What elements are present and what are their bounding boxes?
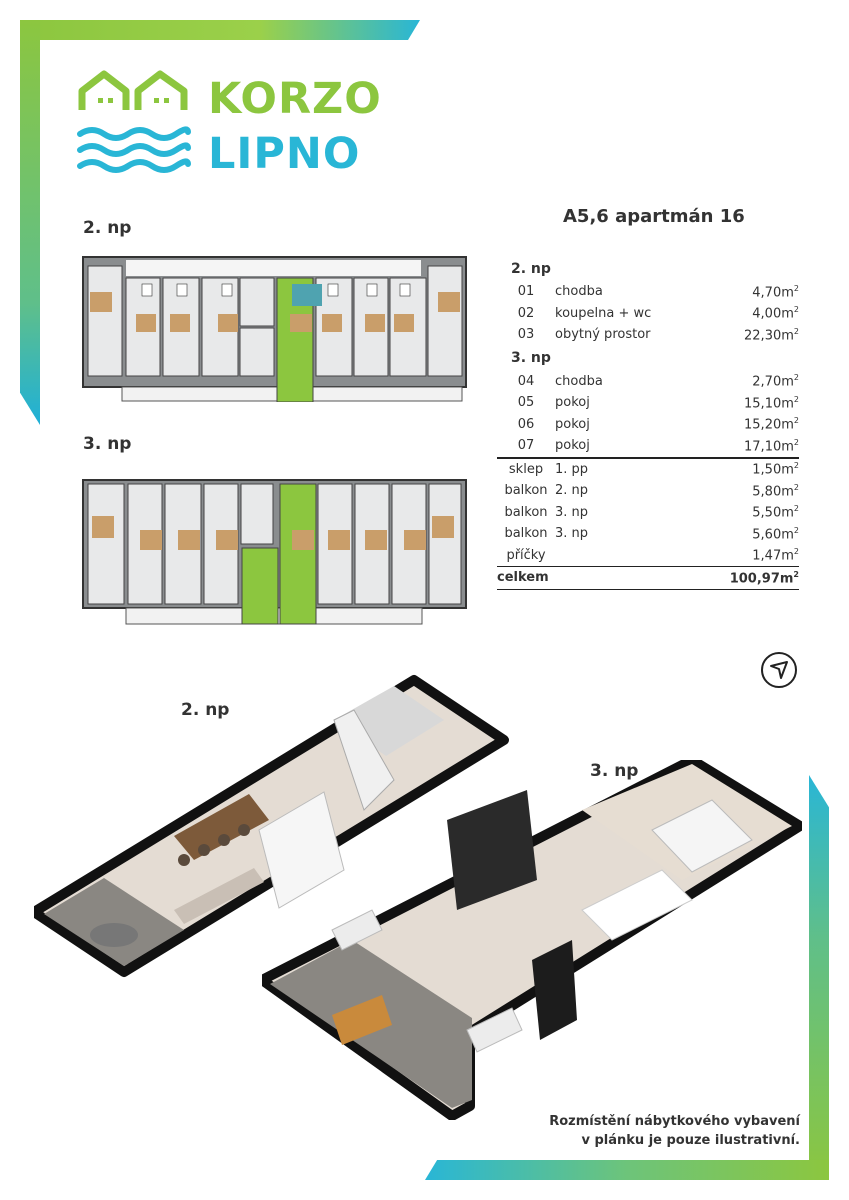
room-row bbox=[497, 324, 799, 346]
extra-type: balkon bbox=[504, 526, 548, 542]
room-area: $4,00m^2$ bbox=[752, 305, 799, 322]
unit-title: A5,6 apartmán 16 bbox=[563, 206, 745, 227]
room-name: pokoj bbox=[555, 395, 590, 411]
extra-floor: 1. pp bbox=[555, 458, 697, 481]
room-name: pokoj bbox=[555, 438, 590, 454]
room-name: obytný prostor bbox=[555, 327, 651, 343]
room-number: 02 bbox=[517, 305, 535, 321]
room-row bbox=[497, 303, 799, 325]
room-area-table bbox=[497, 256, 799, 590]
frame-top-left-bar bbox=[20, 20, 420, 40]
room-number: 01 bbox=[517, 284, 535, 300]
floor-plan-3np-scheme bbox=[82, 472, 467, 626]
north-arrow-icon bbox=[761, 652, 797, 688]
floor-label-2np: 2. np bbox=[83, 218, 132, 238]
room-area: $4,70m^2$ bbox=[752, 283, 799, 300]
room-number: 06 bbox=[517, 416, 535, 432]
houses-waves-logo-icon bbox=[76, 66, 194, 178]
room-name: chodba bbox=[555, 373, 603, 389]
room-area: $100,97m^2$ bbox=[697, 567, 799, 590]
room-row bbox=[497, 435, 799, 458]
extra-row bbox=[497, 545, 799, 567]
total-row bbox=[497, 567, 799, 590]
extra-type: příčky bbox=[506, 547, 546, 563]
total-label: celkem bbox=[497, 567, 697, 590]
room-name: pokoj bbox=[555, 416, 590, 432]
room-area: $15,20m^2$ bbox=[744, 416, 799, 433]
logo-lipno: LIPNO bbox=[208, 129, 361, 179]
plan-label-2np: 2. np bbox=[181, 700, 230, 720]
room-number: 04 bbox=[517, 373, 535, 389]
section-header: 3. np bbox=[511, 350, 551, 366]
room-row bbox=[497, 371, 799, 393]
extra-row bbox=[497, 523, 799, 545]
extra-type: sklep bbox=[497, 458, 555, 481]
section-header: 2. np bbox=[511, 260, 551, 277]
floor-label-3np: 3. np bbox=[83, 434, 132, 454]
room-area: $1,50m^2$ bbox=[697, 458, 799, 481]
room-area: $5,50m^2$ bbox=[752, 504, 799, 521]
extra-row bbox=[497, 502, 799, 524]
room-row bbox=[497, 281, 799, 303]
frame-bottom-bar bbox=[425, 1160, 829, 1180]
frame-right-bar bbox=[809, 775, 829, 1180]
room-area: $5,60m^2$ bbox=[752, 525, 799, 542]
plan-label-3np: 3. np bbox=[590, 761, 639, 781]
extra-type: balkon bbox=[504, 504, 548, 520]
room-area: $17,10m^2$ bbox=[744, 437, 799, 454]
extra-row bbox=[497, 480, 799, 502]
room-number: 03 bbox=[517, 327, 535, 343]
extra-floor: 3. np bbox=[555, 526, 589, 542]
room-number: 05 bbox=[517, 395, 535, 411]
room-number: 07 bbox=[517, 438, 535, 454]
room-row bbox=[497, 392, 799, 414]
room-name: koupelna + wc bbox=[555, 305, 652, 321]
floor-plan-2np-scheme bbox=[82, 256, 467, 402]
room-area: $2,70m^2$ bbox=[752, 373, 799, 390]
room-area: $22,30m^2$ bbox=[744, 326, 799, 343]
frame-left-bar bbox=[20, 20, 40, 425]
extra-floor: 3. np bbox=[555, 504, 589, 520]
floor-plan-3np-3d bbox=[262, 760, 802, 1120]
room-area: $1,47m^2$ bbox=[752, 547, 799, 564]
extra-row bbox=[497, 458, 799, 481]
extra-floor: 2. np bbox=[555, 483, 589, 499]
extra-type: balkon bbox=[504, 483, 548, 499]
disclaimer-line-2: v plánku je pouze ilustrativní. bbox=[581, 1133, 800, 1148]
logo-korzo: KORZO bbox=[208, 74, 382, 124]
furniture-disclaimer bbox=[470, 1112, 800, 1150]
room-area: $5,80m^2$ bbox=[752, 482, 799, 499]
disclaimer-line-1: Rozmístění nábytkového vybavení bbox=[549, 1114, 800, 1129]
room-row bbox=[497, 414, 799, 436]
room-name: chodba bbox=[555, 284, 603, 300]
extra-floor bbox=[555, 545, 697, 567]
room-area: $15,10m^2$ bbox=[744, 394, 799, 411]
